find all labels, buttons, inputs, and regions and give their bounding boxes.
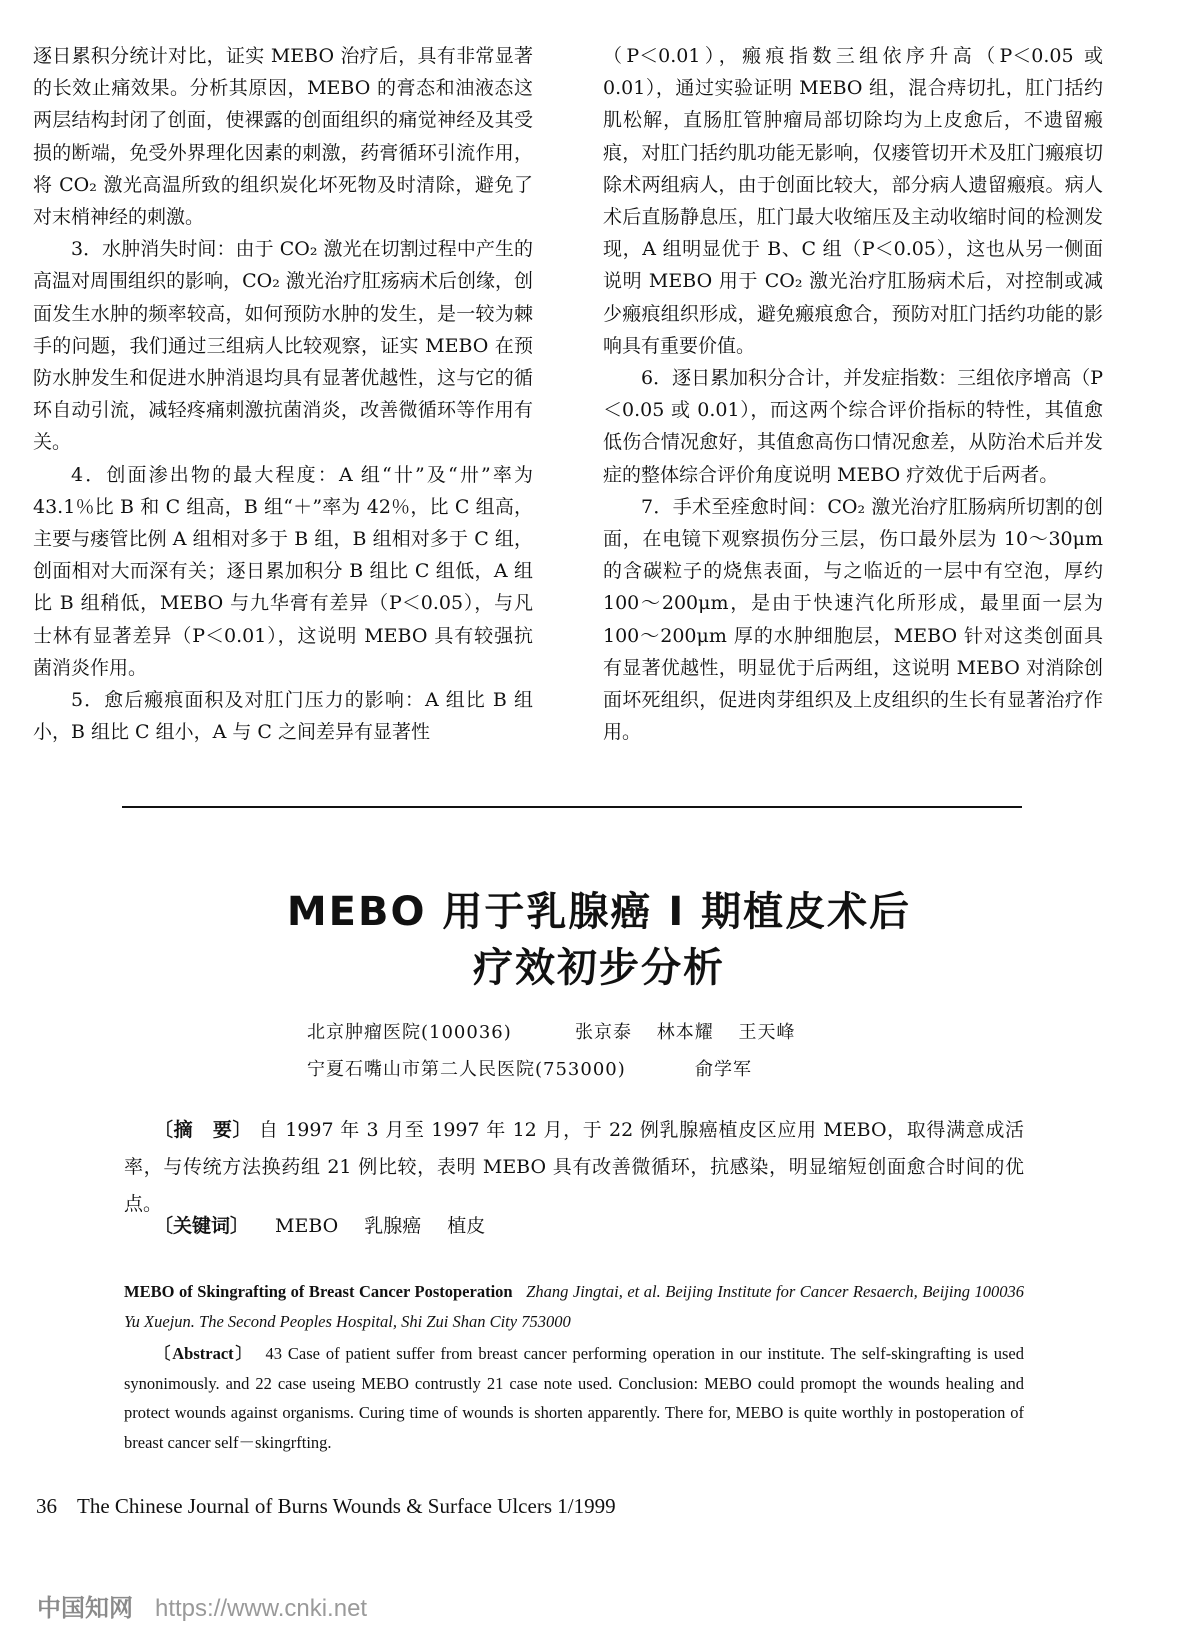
right-column bbox=[603, 40, 1103, 748]
author-names: 张京泰 林本耀 王天峰 bbox=[575, 1022, 796, 1043]
english-abstract bbox=[124, 1277, 1024, 1457]
abstract-text: 自 1997 年 3 月至 1997 年 12 月，于 22 例乳腺癌植皮区应用 MEBO，取得满意成活率，与传统方法换药组 21 例比较，表明 MEBO 具有改善微循环，抗感染，明显缩短创面愈合时间的优点。 bbox=[124, 1119, 1024, 1215]
chinese-abstract bbox=[124, 1112, 1024, 1223]
paragraph: 5．愈后瘢痕面积及对肛门压力的影响：A 组比 B 组小，B 组比 C 组小，A 与 C 之间差异有显著性 bbox=[33, 689, 533, 744]
keyword: 乳腺癌 bbox=[364, 1215, 422, 1237]
article-title-line2: 疗效初步分析 bbox=[473, 945, 725, 991]
left-column bbox=[33, 40, 533, 748]
section-divider bbox=[122, 806, 1022, 808]
affiliation: 宁夏石嘴山市第二人民医院(753000) bbox=[307, 1059, 626, 1080]
article-title-line1: MEBO 用于乳腺癌 I 期植皮术后 bbox=[286, 889, 912, 935]
paragraph: 逐日累积分统计对比，证实 MEBO 治疗后，具有非常显著的长效止痛效果。分析其原因，MEBO 的膏态和油液态这两层结构封闭了创面，使裸露的创面组织的痛觉神经及其受损的断端，免受外界理化因素的刺激，药膏循环引流作用，将 CO₂ 激光高温所致的组织炭化坏死物及时清除，避免了对末梢神经的刺激。 bbox=[33, 45, 533, 229]
cnki-logo: 中国知网 bbox=[37, 1595, 133, 1622]
paragraph: 6．逐日累加积分合计，并发症指数：三组依序增高（P＜0.05 或 0.01），而这两个综合评价指标的特性，其值愈低伤合情况愈好，其值愈高伤口情况愈差，从防治术后并发症的整体综合评价角度说明 MEBO 疗效优于后两者。 bbox=[603, 367, 1103, 486]
keyword: MEBO bbox=[275, 1215, 339, 1237]
paragraph: 3．水肿消失时间：由于 CO₂ 激光在切割过程中产生的高温对周围组织的影响，CO₂ 激光治疗肛疡病术后创缘，创面发生水肿的频率较高，如何预防水肿的发生，是一较为棘手的问题，我们通过三组病人比较观察，证实 MEBO 在预防水肿发生和促进水肿消退均具有显著优越性，这与它的循环自动引流，减轻疼痛刺激抗菌消炎，改善微循环等作用有关。 bbox=[33, 238, 533, 454]
english-title: MEBO of Skingrafting of Breast Cancer Postoperation bbox=[124, 1282, 513, 1301]
watermark bbox=[37, 1588, 367, 1623]
author-names: 俞学军 bbox=[695, 1059, 752, 1080]
paragraph: 7．手术至痊愈时间：CO₂ 激光治疗肛肠病所切割的创面，在电镜下观察损伤分三层，伤口最外层为 10～30μm 的含碳粒子的烧焦表面，与之临近的一层中有空泡，厚约 100～200μm，是由于快速汽化所形成，最里面一层为 100～200μm 厚的水肿细胞层，MEBO 针对这类创面具有显著优越性，明显优于后两组，这说明 MEBO 对消除创面坏死组织，促进肉芽组织及上皮组织的生长有显著治疗作用。 bbox=[603, 495, 1103, 744]
keywords bbox=[154, 1211, 485, 1238]
watermark-url: https://www.cnki.net bbox=[155, 1595, 368, 1622]
keywords-label: 〔关键词〕 bbox=[154, 1215, 250, 1237]
author-line bbox=[307, 1055, 752, 1081]
page-footer bbox=[36, 1494, 616, 1519]
english-authors: Zhang Jingtai, et al. Beijing Institute for Cancer Resaerch, Beijing 100036 Yu Xuejun. The Second Peoples Hospital, Shi Zui Shan City 753000 bbox=[124, 1282, 1025, 1331]
page-number: 36 bbox=[36, 1494, 57, 1518]
abstract-label: 〔摘 要〕 bbox=[154, 1119, 253, 1141]
keyword: 植皮 bbox=[447, 1215, 486, 1237]
english-abstract-label: 〔Abstract〕 bbox=[154, 1344, 254, 1363]
english-abstract-text: 43 Case of patient suffer from breast cancer performing operation in our institute. The self-skingrafting is used synonimously. and 22 case useing MEBO contrustly 21 case note used. Conclusion: MEBO could promopt the wounds healing and protect wounds against organisms. Curing time of wounds is shorten apparently. There for, MEBO is quite worthly in postoperation of breast cancer self－skingrfting. bbox=[124, 1344, 1024, 1452]
paragraph: （P＜0.01），瘢痕指数三组依序升高（P＜0.05 或 0.01），通过实验证明 MEBO 组，混合痔切扎，肛门括约肌松解，直肠肛管肿瘤局部切除均为上皮愈后，不遗留瘢痕，对肛门括约肌功能无影响，仅瘘管切开术及肛门瘢痕切除术两组病人，由于创面比较大，部分病人遗留瘢痕。病人术后直肠静息压，肛门最大收缩压及主动收缩时间的检测发现，A 组明显优于 B、C 组（P＜0.05），这也从另一侧面说明 MEBO 用于 CO₂ 激光治疗肛肠病术后，对控制或减少瘢痕组织形成，避免瘢痕愈合，预防对肛门括约功能的影响具有重要价值。 bbox=[603, 45, 1103, 357]
affiliation: 北京肿瘤医院(100036) bbox=[307, 1022, 512, 1043]
paragraph: 4．创面渗出物的最大程度：A 组“卄”及“卅”率为 43.1％比 B 和 C 组高，B 组“＋”率为 42％，比 C 组高，主要与瘘管比例 A 组相对多于 B 组，B 组相对多于 C 组，创面相对大而深有关；逐日累加积分 B 组比 C 组低，A 组比 B 组稍低，MEBO 与九华膏有差异（P＜0.05），与凡士林有显著差异（P＜0.01），这说明 MEBO 具有较强抗菌消炎作用。 bbox=[33, 463, 533, 679]
journal-name: The Chinese Journal of Burns Wounds & Surface Ulcers 1/1999 bbox=[77, 1494, 616, 1518]
author-line bbox=[307, 1018, 795, 1044]
